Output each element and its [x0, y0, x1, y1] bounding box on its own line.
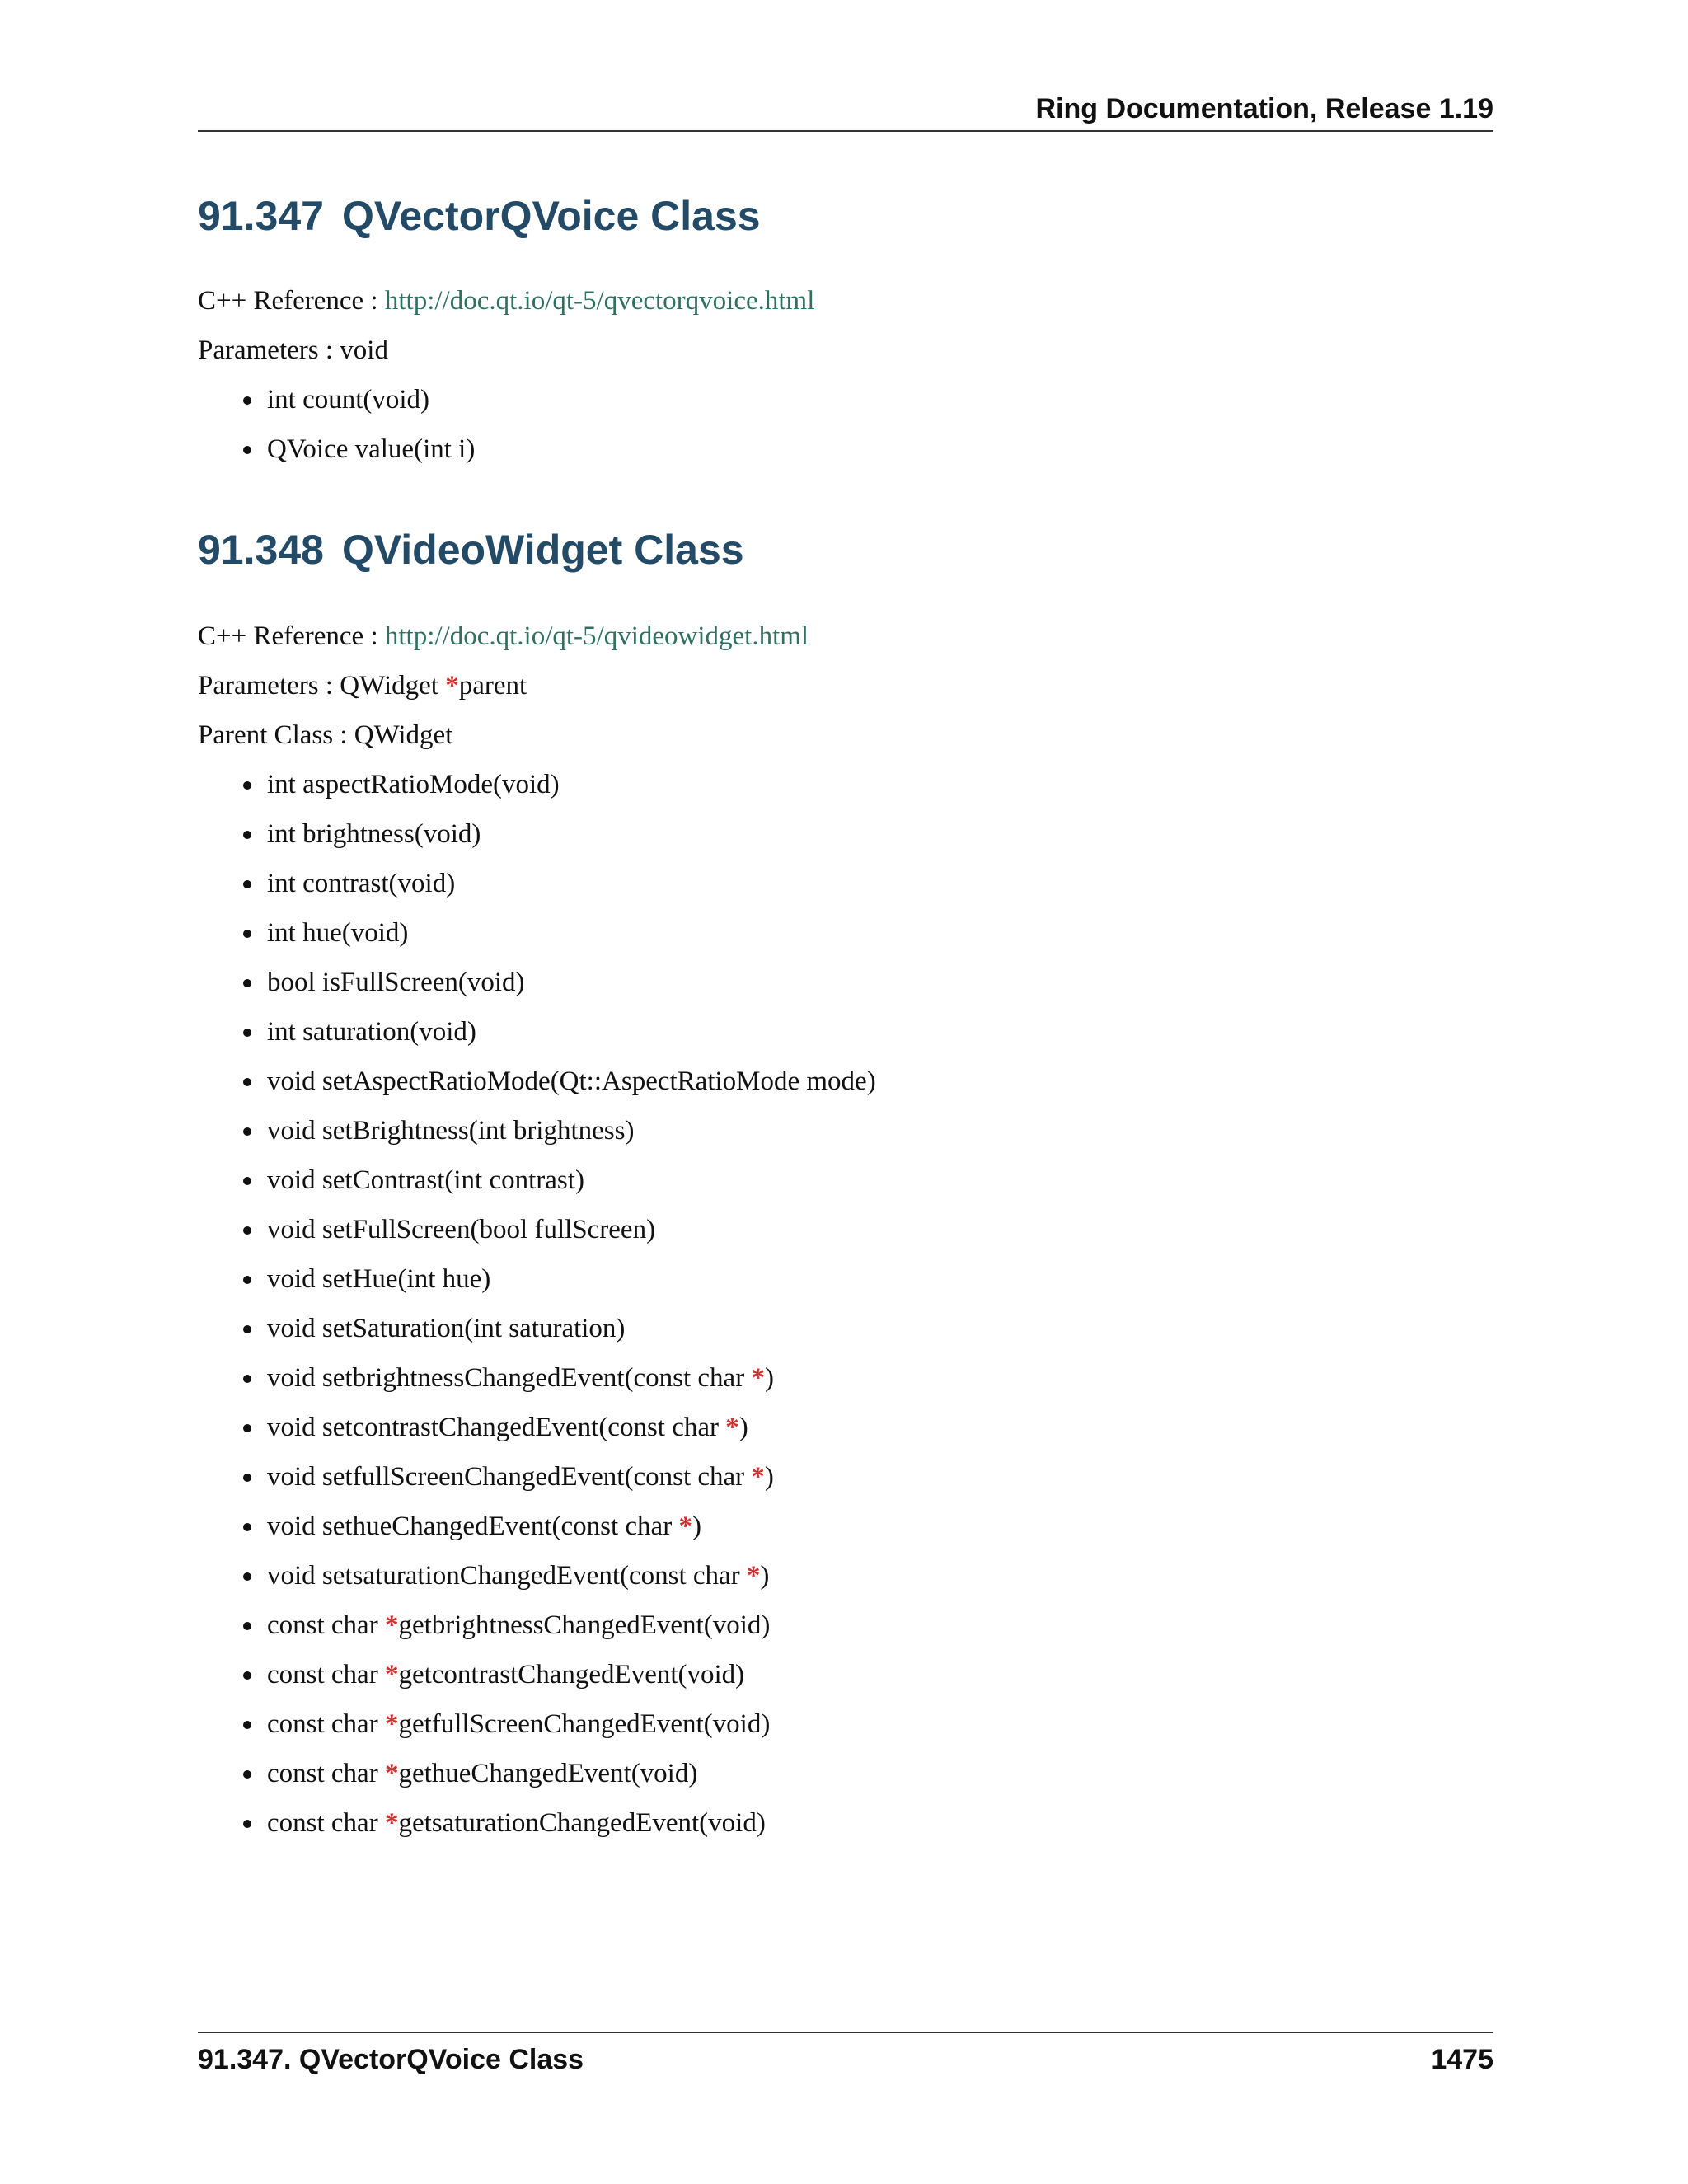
page-header: [198, 92, 1493, 132]
parameters-name: parent: [458, 671, 528, 701]
method-text: void setContrast(int contrast): [267, 1165, 584, 1195]
method-item: [198, 1164, 876, 1213]
method-item: [198, 818, 876, 867]
method-item: [198, 1658, 876, 1708]
parameters-type: QWidget: [340, 671, 446, 701]
method-text: void setSaturation(int saturation): [267, 1314, 626, 1343]
method-text: void setsaturationChangedEvent(const char: [267, 1561, 747, 1591]
method-list-qvectorqvoice: [198, 383, 475, 482]
bullet-icon: [243, 1770, 251, 1779]
method-text: const char: [267, 1808, 385, 1838]
bullet-icon: [243, 1226, 251, 1235]
method-item: [198, 1263, 876, 1312]
parent-class-label: Parent Class :: [198, 720, 348, 750]
method-text: void setAspectRatioMode(Qt::AspectRatioMode mode): [267, 1066, 876, 1096]
bullet-icon: [243, 880, 251, 888]
method-text: void sethueChangedEvent(const char: [267, 1511, 679, 1541]
method-text: getfullScreenChangedEvent(void): [398, 1709, 771, 1739]
method-item: [198, 768, 876, 818]
cpp-reference-link[interactable]: http://doc.qt.io/qt-5/qvideowidget.html: [384, 621, 809, 651]
parameters-label: Parameters :: [198, 671, 334, 701]
bullet-icon: [243, 1820, 251, 1828]
method-text: int saturation(void): [267, 1017, 476, 1047]
method-text: int hue(void): [267, 918, 409, 948]
bullet-icon: [243, 1671, 251, 1680]
method-text: void setbrightnessChangedEvent(const char: [267, 1363, 752, 1393]
method-text: ): [692, 1511, 701, 1541]
method-item: [198, 1559, 876, 1609]
bullet-icon: [243, 1078, 251, 1086]
cpp-reference-line: [198, 620, 809, 653]
method-text: int contrast(void): [267, 869, 456, 898]
cpp-reference-link[interactable]: http://doc.qt.io/qt-5/qvectorqvoice.html: [384, 286, 815, 316]
bullet-icon: [243, 1523, 251, 1531]
method-item: [198, 1411, 876, 1460]
bullet-icon: [243, 1029, 251, 1037]
bullet-icon: [243, 396, 251, 405]
pointer-star: *: [384, 1808, 399, 1838]
section-title: QVectorQVoice Class: [341, 193, 761, 239]
bullet-icon: [243, 1721, 251, 1729]
method-item: [198, 1213, 876, 1263]
method-item: [198, 383, 475, 433]
method-text: int count(void): [267, 385, 430, 415]
bullet-icon: [243, 446, 251, 454]
pointer-star: *: [384, 1709, 399, 1739]
parameters-line: [198, 334, 388, 367]
pointer-star: *: [678, 1511, 692, 1541]
method-item: [198, 966, 876, 1015]
method-text: ): [738, 1413, 748, 1442]
pointer-star: *: [725, 1413, 739, 1442]
method-item: [198, 1757, 876, 1807]
bullet-icon: [243, 1325, 251, 1333]
method-item: [198, 1510, 876, 1559]
method-item: [198, 1708, 876, 1757]
method-item: [198, 1807, 876, 1856]
parent-class-line: [198, 719, 452, 752]
method-text: void setFullScreen(bool fullScreen): [267, 1215, 656, 1244]
parameters-value: void: [340, 335, 388, 365]
pointer-star: *: [746, 1561, 761, 1591]
bullet-icon: [243, 781, 251, 790]
method-text: int brightness(void): [267, 819, 481, 849]
method-text: const char: [267, 1610, 385, 1640]
method-text: void setcontrastChangedEvent(const char: [267, 1413, 726, 1442]
page-number: 1475: [1431, 2044, 1493, 2075]
method-item: [198, 1114, 876, 1164]
section-title: QVideoWidget Class: [341, 527, 744, 573]
header-title: Ring Documentation, Release 1.19: [1035, 93, 1493, 124]
method-text: ): [764, 1363, 774, 1393]
bullet-icon: [243, 1474, 251, 1482]
method-text: getbrightnessChangedEvent(void): [398, 1610, 771, 1640]
parameters-line: [198, 669, 527, 702]
footer-section-title: 91.347. QVectorQVoice Class: [198, 2044, 584, 2075]
pointer-star: *: [384, 1660, 399, 1690]
method-item: [198, 433, 475, 482]
method-text: int aspectRatioMode(void): [267, 770, 560, 799]
method-item: [198, 1312, 876, 1361]
bullet-icon: [243, 1375, 251, 1383]
method-text: ): [764, 1462, 774, 1492]
method-text: void setfullScreenChangedEvent(const char: [267, 1462, 752, 1492]
cpp-reference-line: [198, 284, 814, 317]
method-text: bool isFullScreen(void): [267, 968, 525, 997]
method-text: const char: [267, 1759, 385, 1788]
method-item: [198, 1361, 876, 1411]
bullet-icon: [243, 979, 251, 987]
method-item: [198, 867, 876, 916]
parameters-label: Parameters :: [198, 335, 334, 365]
cpp-reference-label: C++ Reference :: [198, 621, 378, 651]
parent-class-value: QWidget: [354, 720, 453, 750]
method-text: void setBrightness(int brightness): [267, 1116, 635, 1146]
bullet-icon: [243, 1572, 251, 1581]
bullet-icon: [243, 1177, 251, 1185]
method-item: [198, 1065, 876, 1114]
bullet-icon: [243, 1127, 251, 1136]
bullet-icon: [243, 1424, 251, 1432]
method-text: ): [760, 1561, 770, 1591]
method-item: [198, 1015, 876, 1065]
section-number: 91.348: [198, 527, 324, 573]
bullet-icon: [243, 1622, 251, 1630]
pointer-star: *: [445, 671, 459, 701]
bullet-icon: [243, 831, 251, 839]
pointer-star: *: [384, 1759, 399, 1788]
section-number: 91.347: [198, 193, 324, 239]
pointer-star: *: [751, 1363, 765, 1393]
pointer-star: *: [751, 1462, 765, 1492]
method-item: [198, 1609, 876, 1658]
bullet-icon: [243, 1276, 251, 1284]
section-heading-qvectorqvoice: [198, 191, 761, 241]
method-text: void setHue(int hue): [267, 1264, 491, 1294]
cpp-reference-label: C++ Reference :: [198, 286, 378, 316]
method-text: gethueChangedEvent(void): [398, 1759, 698, 1788]
method-text: const char: [267, 1660, 385, 1690]
method-text: QVoice value(int i): [267, 434, 476, 464]
method-item: [198, 1460, 876, 1510]
method-text: getsaturationChangedEvent(void): [398, 1808, 766, 1838]
method-list-qvideowidget: [198, 768, 876, 1856]
page-footer: [198, 2032, 1493, 2075]
method-text: getcontrastChangedEvent(void): [398, 1660, 745, 1690]
method-text: const char: [267, 1709, 385, 1739]
section-heading-qvideowidget: [198, 525, 744, 574]
bullet-icon: [243, 930, 251, 938]
method-item: [198, 916, 876, 966]
pointer-star: *: [384, 1610, 399, 1640]
